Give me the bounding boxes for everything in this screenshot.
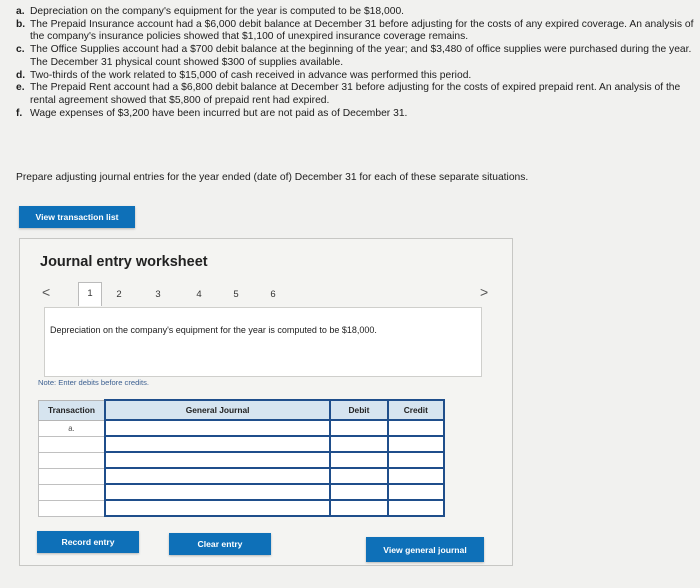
debit-input[interactable] xyxy=(330,468,387,484)
transaction-cell: a. xyxy=(39,420,105,436)
situation-marker: f. xyxy=(16,107,23,119)
transaction-cell xyxy=(39,436,105,452)
table-row xyxy=(39,500,445,516)
debit-input[interactable] xyxy=(330,420,387,436)
tab-1[interactable]: 1 xyxy=(78,282,102,306)
table-row xyxy=(39,420,445,436)
journal-table-header xyxy=(39,400,445,420)
header-transaction: Transaction xyxy=(39,400,105,420)
worksheet-title: Journal entry worksheet xyxy=(40,254,208,270)
credit-input[interactable] xyxy=(388,452,444,468)
next-arrow-icon[interactable]: > xyxy=(480,284,489,300)
credit-input[interactable] xyxy=(388,436,444,452)
journal-entry-worksheet xyxy=(19,238,513,566)
situation-marker: e. xyxy=(16,82,25,94)
view-general-journal-button[interactable]: View general journal xyxy=(366,537,484,562)
account-input[interactable] xyxy=(105,500,330,516)
journal-table xyxy=(38,399,445,517)
header-credit: Credit xyxy=(388,400,444,420)
header-general-journal: General Journal xyxy=(105,400,330,420)
description-text: Depreciation on the company's equipment for the year is computed to be $18,000. xyxy=(50,325,377,335)
transaction-cell xyxy=(39,484,105,500)
situation-c xyxy=(16,44,696,69)
situation-b xyxy=(16,19,696,44)
transaction-cell xyxy=(39,452,105,468)
situation-marker: a. xyxy=(16,6,25,17)
debit-input[interactable] xyxy=(330,452,387,468)
situation-a xyxy=(16,6,696,19)
debit-input[interactable] xyxy=(330,436,387,452)
situation-marker: b. xyxy=(16,18,26,30)
credit-input[interactable] xyxy=(388,484,444,500)
situation-text: Two-thirds of the work related to $15,000 of cash received in advance was performed this period. xyxy=(30,69,472,81)
table-row xyxy=(39,468,445,484)
account-input[interactable] xyxy=(105,468,330,484)
situation-text: Depreciation on the company's equipment for the year is computed to be $18,000. xyxy=(30,6,405,17)
situation-text: The Prepaid Insurance account had a $6,000 debit balance at December 31 before adjusting for the costs of any expired coverage. An analysis of the company's insurance policies showed that $1,100 of unexpired insurance coverage remains. xyxy=(30,18,694,43)
instructions: Prepare adjusting journal entries for the year ended (date of) December 31 for each of these separate situations. xyxy=(16,172,529,183)
debit-input[interactable] xyxy=(330,484,387,500)
record-entry-button[interactable]: Record entry xyxy=(37,531,139,553)
header-debit: Debit xyxy=(330,400,387,420)
situation-e xyxy=(16,82,696,107)
table-row xyxy=(39,452,445,468)
table-row xyxy=(39,484,445,500)
situation-text: The Prepaid Rent account had a $6,800 debit balance at December 31 before adjusting for the costs of expired prepaid rent. An analysis of the rental agreement showed that $5,800 of prepaid rent had expired. xyxy=(30,82,681,106)
debit-input[interactable] xyxy=(330,500,387,516)
tab-4[interactable]: 4 xyxy=(196,289,202,300)
account-input[interactable] xyxy=(105,420,330,436)
view-transaction-list-button[interactable]: View transaction list xyxy=(19,206,135,228)
credit-input[interactable] xyxy=(388,420,444,436)
situation-f xyxy=(16,108,696,121)
situation-d xyxy=(16,70,696,83)
tab-6[interactable]: 6 xyxy=(270,289,276,300)
situation-list xyxy=(16,6,696,120)
tab-3[interactable]: 3 xyxy=(155,289,161,300)
tab-5[interactable]: 5 xyxy=(233,289,239,300)
situation-marker: c. xyxy=(16,44,25,56)
table-row xyxy=(39,436,445,452)
transaction-cell xyxy=(39,500,105,516)
note-text: Note: Enter debits before credits. xyxy=(38,378,150,387)
description-box xyxy=(44,307,482,377)
tab-2[interactable]: 2 xyxy=(116,289,122,300)
situation-text: Wage expenses of $3,200 have been incurred but are not paid as of December 31. xyxy=(30,107,408,119)
account-input[interactable] xyxy=(105,484,330,500)
account-input[interactable] xyxy=(105,436,330,452)
credit-input[interactable] xyxy=(388,468,444,484)
account-input[interactable] xyxy=(105,452,330,468)
situation-text: The Office Supplies account had a $700 debit balance at the beginning of the year; and $3,480 of office supplies were purchased during the year. The December 31 physical count showed $300 of supplies available. xyxy=(30,44,692,68)
prev-arrow-icon[interactable]: < xyxy=(42,284,51,300)
worksheet-tabs xyxy=(38,284,494,306)
credit-input[interactable] xyxy=(388,500,444,516)
situation-marker: d. xyxy=(16,69,26,81)
clear-entry-button[interactable]: Clear entry xyxy=(169,533,271,555)
transaction-cell xyxy=(39,468,105,484)
